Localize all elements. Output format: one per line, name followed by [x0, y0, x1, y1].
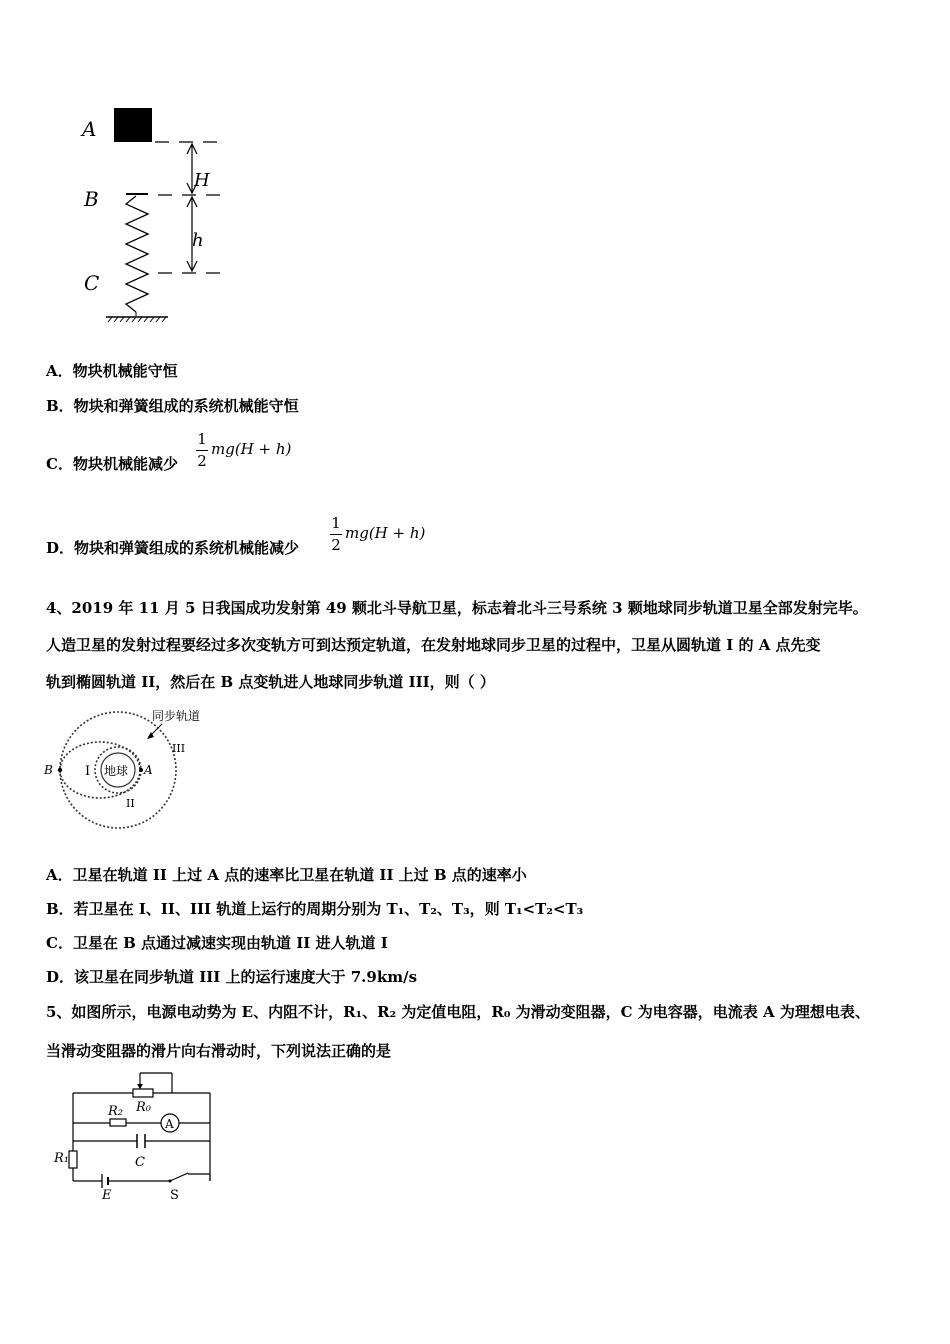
switch-blade	[170, 1173, 188, 1181]
q3-option-d: D．物块和弹簧组成的系统机械能减少	[46, 539, 300, 557]
fraction-numerator: 1	[331, 514, 341, 532]
label-S: S	[170, 1188, 179, 1203]
label-h: h	[192, 230, 204, 251]
formula-expression: mg(H + h)	[211, 440, 292, 458]
point-A-dot	[139, 768, 143, 772]
point-B-dot	[58, 768, 62, 772]
q4-option-c: C．卫星在 B 点通过减速实现由轨道 II 进人轨道 I	[46, 934, 388, 952]
q3-option-b: B．物块和弹簧组成的系统机械能守恒	[46, 397, 299, 415]
point-A-label: A	[144, 763, 153, 777]
resistor-R2	[110, 1119, 126, 1126]
formula-expression: mg(H + h)	[345, 524, 426, 542]
q4-option-b: B．若卫星在 I、II、III 轨道上运行的周期分别为 T₁、T₂、T₃，则 T₁<T₂<T₃	[46, 900, 584, 918]
orbit-II-label: II	[126, 797, 135, 810]
q3-option-a: A．物块机械能守恒	[46, 362, 178, 380]
point-B-label: B	[44, 763, 53, 777]
label-H: H	[194, 170, 210, 191]
label-C: C	[135, 1155, 145, 1170]
switch-contact	[169, 1180, 172, 1183]
spring-block-figure	[70, 100, 240, 350]
q4-line-2: 人造卫星的发射过程要经过多次变轨方可到达预定轨道，在发射地球同步卫星的过程中，卫星从圆轨道 I 的 A 点先变	[46, 636, 821, 654]
R0-slider-arrow	[137, 1084, 143, 1089]
fraction-denominator: 2	[197, 452, 207, 470]
q5-line-2: 当滑动变阻器的滑片向右滑动时，下列说法正确的是	[46, 1042, 392, 1060]
label-B: B	[84, 187, 99, 211]
resistor-R0	[133, 1089, 153, 1097]
circuit-figure	[50, 1065, 220, 1205]
resistor-R1	[69, 1151, 77, 1168]
fraction-bar	[330, 534, 342, 535]
orbit-I-label: I	[85, 764, 91, 779]
q4-line-3: 轨到椭圆轨道 II，然后在 B 点变轨进人地球同步轨道 III，则（ ）	[46, 673, 495, 691]
ammeter-label: A	[165, 1117, 174, 1131]
q4-option-d: D．该卫星在同步轨道 III 上的运行速度大于 7.9km/s	[46, 968, 418, 986]
label-R1: R₁	[54, 1151, 69, 1166]
orbit-figure	[40, 700, 230, 835]
label-R0: R₀	[136, 1100, 151, 1115]
label-A: A	[82, 117, 97, 141]
spring	[126, 196, 148, 312]
label-C: C	[84, 271, 100, 295]
fraction-numerator: 1	[197, 430, 207, 448]
q3-option-c: C．物块机械能减少	[46, 455, 178, 473]
q4-line-1: 4、2019 年 11 月 5 日我国成功发射第 49 颗北斗导航卫星，标志着北斗三号系统 3 颗地球同步轨道卫星全部发射完毕。	[46, 599, 868, 617]
earth-label: 地球	[104, 764, 129, 778]
q4-option-a: A．卫星在轨道 II 上过 A 点的速率比卫星在轨道 II 上过 B 点的速率小	[46, 866, 527, 884]
orbit-III-label: III	[172, 742, 186, 755]
q5-line-1: 5、如图所示，电源电动势为 E、内阻不计，R₁、R₂ 为定值电阻，R₀ 为滑动变阻器，C 为电容器，电流表 A 为理想电表、	[46, 1003, 870, 1021]
label-E: E	[102, 1188, 112, 1203]
block	[114, 108, 152, 142]
fraction-denominator: 2	[331, 536, 341, 554]
label-R2: R₂	[108, 1104, 123, 1119]
sync-orbit-label: 同步轨道	[152, 709, 201, 723]
fraction-bar	[196, 450, 208, 451]
